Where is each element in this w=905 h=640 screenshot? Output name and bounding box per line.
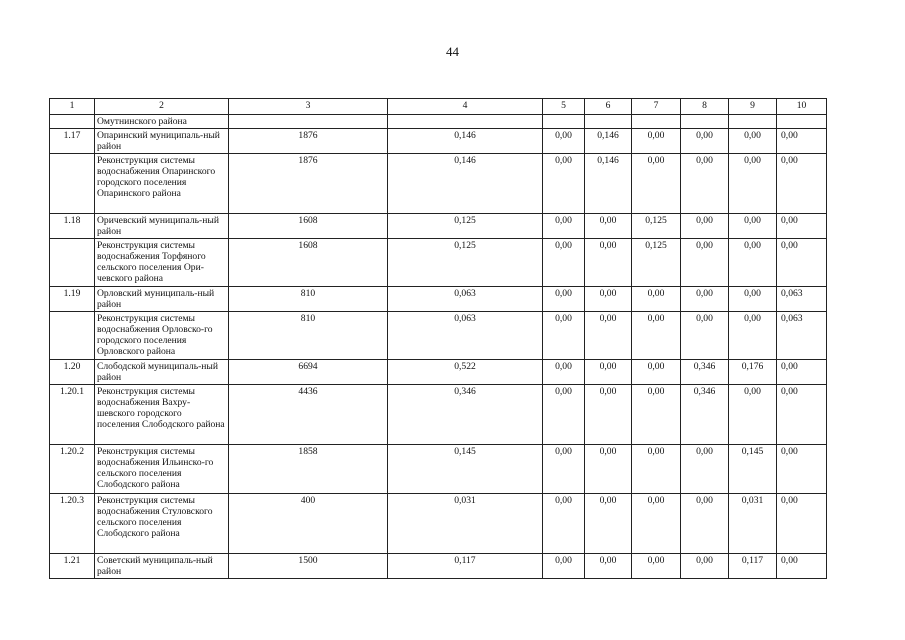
value-cell: 0,063 [388,287,543,312]
value-cell: 0,00 [543,385,585,445]
value-cell: 0,00 [632,554,681,579]
value-cell: 0,00 [585,385,632,445]
header-cell: 6 [585,99,632,115]
value-cell: 0,00 [543,445,585,494]
value-cell: 0,00 [585,214,632,239]
description-cell: Омутнинского района [95,115,229,129]
value-cell: 0,00 [729,287,777,312]
row-number-cell: 1.20 [50,360,95,385]
value-cell: 0,00 [729,214,777,239]
header-cell: 10 [777,99,827,115]
value-cell: 0,00 [543,214,585,239]
value-cell: 0,00 [681,214,729,239]
value-cell: 0,00 [681,494,729,554]
value-cell: 0,00 [729,385,777,445]
value-cell: 0,00 [777,445,827,494]
value-cell: 0,125 [632,239,681,287]
value-cell: 0,00 [585,494,632,554]
value-cell: 0,00 [585,554,632,579]
value-cell: 0,00 [543,360,585,385]
value-cell: 810 [229,287,388,312]
value-cell: 1500 [229,554,388,579]
value-cell: 0,522 [388,360,543,385]
value-cell: 1858 [229,445,388,494]
value-cell: 0,00 [729,154,777,214]
row-number-cell: 1.21 [50,554,95,579]
table-row [50,445,827,494]
description-cell: Оричевский муниципаль-ный район [95,214,229,239]
value-cell: 0,00 [632,360,681,385]
value-cell: 0,00 [681,312,729,360]
value-cell: 0,125 [632,214,681,239]
value-cell: 0,125 [388,214,543,239]
value-cell: 0,00 [681,445,729,494]
description-cell: Реконструкция системы водоснабжения Опаринского городского поселения Опаринского района [95,154,229,214]
value-cell: 0,145 [729,445,777,494]
header-cell: 5 [543,99,585,115]
value-cell: 0,00 [729,239,777,287]
value-cell: 0,00 [632,312,681,360]
value-cell: 0,346 [681,385,729,445]
row-number-cell [50,115,95,129]
value-cell: 0,00 [585,239,632,287]
value-cell: 0,063 [777,287,827,312]
value-cell: 6694 [229,360,388,385]
value-cell: 0,00 [632,385,681,445]
row-number-cell: 1.18 [50,214,95,239]
value-cell: 0,00 [777,360,827,385]
value-cell: 0,00 [729,129,777,154]
value-cell: 1876 [229,129,388,154]
table-row [50,494,827,554]
value-cell: 0,00 [632,287,681,312]
value-cell: 0,00 [543,287,585,312]
data-table [49,98,827,579]
value-cell: 0,00 [777,154,827,214]
header-cell: 8 [681,99,729,115]
header-cell: 1 [50,99,95,115]
value-cell: 0,00 [585,287,632,312]
value-cell [681,115,729,129]
row-number-cell: 1.17 [50,129,95,154]
value-cell: 0,031 [388,494,543,554]
value-cell: 0,00 [777,214,827,239]
value-cell: 1608 [229,214,388,239]
value-cell: 0,346 [681,360,729,385]
value-cell [777,115,827,129]
table-header-row [50,99,827,115]
value-cell: 0,00 [543,239,585,287]
value-cell: 0,00 [777,129,827,154]
value-cell [229,115,388,129]
value-cell: 0,063 [388,312,543,360]
value-cell: 0,346 [388,385,543,445]
table-row [50,360,827,385]
row-number-cell [50,312,95,360]
value-cell: 0,00 [543,312,585,360]
value-cell: 0,00 [543,494,585,554]
value-cell: 0,00 [543,554,585,579]
description-cell: Орловский муниципаль-ный район [95,287,229,312]
value-cell: 0,00 [585,312,632,360]
value-cell: 4436 [229,385,388,445]
description-cell: Реконструкция системы водоснабжения Ильинско-го сельского поселения Слободского района [95,445,229,494]
value-cell: 0,00 [632,129,681,154]
row-number-cell [50,239,95,287]
header-cell: 7 [632,99,681,115]
value-cell: 0,00 [681,287,729,312]
value-cell [585,115,632,129]
value-cell [632,115,681,129]
value-cell: 0,00 [777,554,827,579]
table-row [50,287,827,312]
value-cell: 0,125 [388,239,543,287]
value-cell: 0,117 [729,554,777,579]
value-cell: 0,00 [777,239,827,287]
table-row [50,115,827,129]
row-number-cell: 1.20.1 [50,385,95,445]
description-cell: Реконструкция системы водоснабжения Стуловского сельского поселения Слободского района [95,494,229,554]
value-cell: 810 [229,312,388,360]
value-cell: 0,00 [632,494,681,554]
value-cell: 0,00 [777,494,827,554]
value-cell: 0,00 [681,554,729,579]
value-cell: 1876 [229,154,388,214]
value-cell [543,115,585,129]
value-cell: 1608 [229,239,388,287]
value-cell: 0,00 [681,239,729,287]
table-row [50,154,827,214]
value-cell: 0,00 [543,154,585,214]
page-number: 44 [446,44,459,59]
description-cell: Реконструкция системы водоснабжения Торфяного сельского поселения Ори-чевского района [95,239,229,287]
value-cell: 0,00 [729,312,777,360]
header-cell: 2 [95,99,229,115]
table-row [50,385,827,445]
value-cell: 0,145 [388,445,543,494]
value-cell: 0,00 [777,385,827,445]
table-row [50,312,827,360]
value-cell: 0,146 [585,129,632,154]
value-cell: 0,176 [729,360,777,385]
header-cell: 3 [229,99,388,115]
header-cell: 9 [729,99,777,115]
value-cell: 0,00 [585,360,632,385]
value-cell: 0,00 [681,129,729,154]
table-row [50,129,827,154]
description-cell: Советский муниципаль-ный район [95,554,229,579]
description-cell: Реконструкция системы водоснабжения Вахру-шевского городского поселения Слободского района [95,385,229,445]
description-cell: Слободской муниципаль-ный район [95,360,229,385]
description-cell: Реконструкция системы водоснабжения Орловско-го городского поселения Орловского района [95,312,229,360]
row-number-cell [50,154,95,214]
value-cell [729,115,777,129]
value-cell: 0,00 [632,445,681,494]
value-cell: 0,00 [681,154,729,214]
value-cell: 0,146 [388,129,543,154]
row-number-cell: 1.20.2 [50,445,95,494]
value-cell: 0,063 [777,312,827,360]
value-cell: 0,117 [388,554,543,579]
row-number-cell: 1.20.3 [50,494,95,554]
value-cell: 0,146 [388,154,543,214]
table-row [50,214,827,239]
row-number-cell: 1.19 [50,287,95,312]
value-cell: 0,00 [543,129,585,154]
table-row [50,239,827,287]
description-cell: Опаринский муниципаль-ный район [95,129,229,154]
value-cell: 0,00 [632,154,681,214]
value-cell [388,115,543,129]
value-cell: 0,146 [585,154,632,214]
header-cell: 4 [388,99,543,115]
value-cell: 400 [229,494,388,554]
value-cell: 0,00 [585,445,632,494]
value-cell: 0,031 [729,494,777,554]
table-row [50,554,827,579]
